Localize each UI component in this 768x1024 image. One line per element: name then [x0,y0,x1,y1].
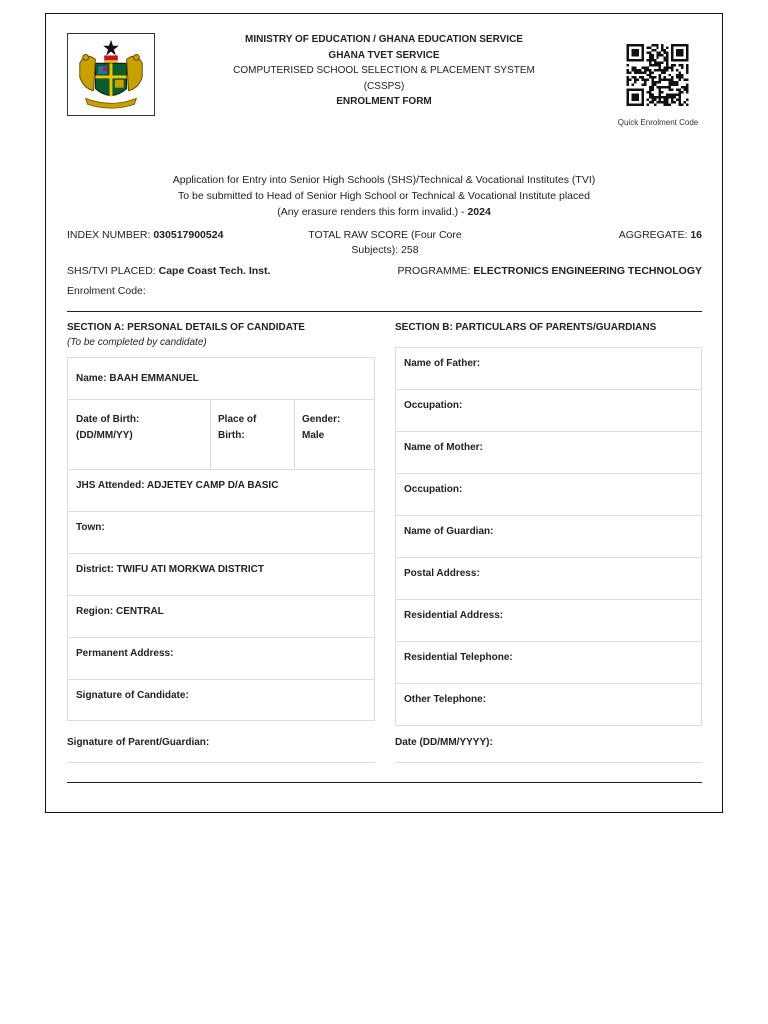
town: Town: [76,522,105,533]
section-a-title: SECTION A: PERSONAL DETAILS OF CANDIDATE [67,322,305,333]
other-telephone: Other Telephone: [404,694,487,705]
section-a-subtitle: (To be completed by candidate) [67,337,207,348]
permanent-address: Permanent Address: [76,648,174,659]
section-b-row [396,516,701,558]
section-b-row [396,600,701,642]
pob-label-2: Birth: [218,430,245,441]
qr-code-icon [625,44,690,106]
index-number [67,228,223,243]
erasure-note: (Any erasure renders this form invalid.) - [277,206,468,218]
town-row [68,512,374,554]
intro-line-3 [100,204,668,220]
section-b-title: SECTION B: PARTICULARS OF PARENTS/GUARDIANS [395,322,657,333]
programme-value: ELECTRONICS ENGINEERING TECHNOLOGY [473,265,702,277]
residential-address: Residential Address: [404,610,504,621]
raw-score-label-2: Subjects): [351,244,402,256]
signature-of-candidate: Signature of Candidate: [76,690,189,701]
jhs-attended: JHS Attended: ADJETEY CAMP D/A BASIC [76,480,279,491]
name-row [68,358,374,400]
intro-line-1: Application for Entry into Senior High Schools (SHS)/Technical & Vocational Institutes (TVI) [172,174,596,186]
coat-of-arms-icon [68,34,154,115]
dob-format: (DD/MM/YY) [76,430,133,441]
mother-occupation: Occupation: [404,484,463,495]
father-occupation: Occupation: [404,400,463,411]
section-b-row [396,432,701,474]
name-of-guardian: Name of Guardian: [404,526,494,537]
section-b-table [395,347,702,726]
date-of-birth [76,412,139,444]
shs-placed [67,264,270,279]
permanent-address-row [68,638,374,680]
aggregate-value: 16 [690,229,702,241]
programme-label: PROGRAMME: [397,265,474,277]
placed-value: Cape Coast Tech. Inst. [158,265,271,277]
aggregate [619,228,702,243]
birth-gender-row [68,400,374,470]
place-of-birth [218,412,256,444]
candidate-signature-row [68,680,374,720]
gender-value: Male [302,430,325,441]
region: Region: CENTRAL [76,606,164,617]
intro-line-2: To be submitted to Head of Senior High School or Technical & Vocational Institute placed [178,190,590,202]
section-b-row [396,474,701,516]
district: District: TWIFU ATI MORKWA DISTRICT [76,564,264,575]
section-a-table [67,357,375,721]
raw-score-label-1: TOTAL RAW SCORE (Four Core [308,229,462,241]
ministry-line: MINISTRY OF EDUCATION / GHANA EDUCATION SERVICE [245,34,523,45]
cell-divider [294,400,295,469]
divider-bottom [67,782,702,783]
pob-label-1: Place of [218,414,257,425]
enrolment-code: Enrolment Code: [67,285,146,297]
name-of-mother: Name of Mother: [404,442,483,453]
signature-of-parent: Signature of Parent/Guardian: [67,737,210,748]
district-row [68,554,374,596]
gender [302,412,340,444]
coat-of-arms [67,33,155,116]
section-b-row [396,642,701,684]
form-header [200,32,568,110]
section-b-row [396,390,701,432]
placed-label: SHS/TVI PLACED: [67,265,159,277]
region-row [68,596,374,638]
year: 2024 [467,206,491,218]
programme [397,264,702,279]
index-value: 030517900524 [153,229,224,241]
postal-address: Postal Address: [404,568,480,579]
index-label: INDEX NUMBER: [67,229,154,241]
divider-top [67,311,702,312]
residential-telephone: Residential Telephone: [404,652,513,663]
dob-label: Date of Birth: [76,414,140,425]
system-abbrev: (CSSPS) [363,80,405,92]
section-b-row [396,558,701,600]
jhs-row [68,470,374,512]
section-b-row [396,348,701,390]
section-b-row [396,684,701,725]
service-line: GHANA TVET SERVICE [328,49,440,61]
gender-label: Gender: [302,414,341,425]
application-intro [100,172,668,220]
raw-score-value: 258 [401,244,419,256]
cell-divider [210,400,211,469]
total-raw-score [300,228,470,258]
qr-caption: Quick Enrolment Code [617,118,699,127]
aggregate-label: AGGREGATE: [618,229,691,241]
parent-signature-line [67,762,375,763]
date-line [395,762,702,763]
name-of-father: Name of Father: [404,358,481,369]
date-field: Date (DD/MM/YYYY): [395,737,493,748]
candidate-name: Name: BAAH EMMANUEL [76,373,199,384]
form-title: ENROLMENT FORM [336,96,432,107]
system-line: COMPUTERISED SCHOOL SELECTION & PLACEMENT SYSTEM [233,65,535,76]
